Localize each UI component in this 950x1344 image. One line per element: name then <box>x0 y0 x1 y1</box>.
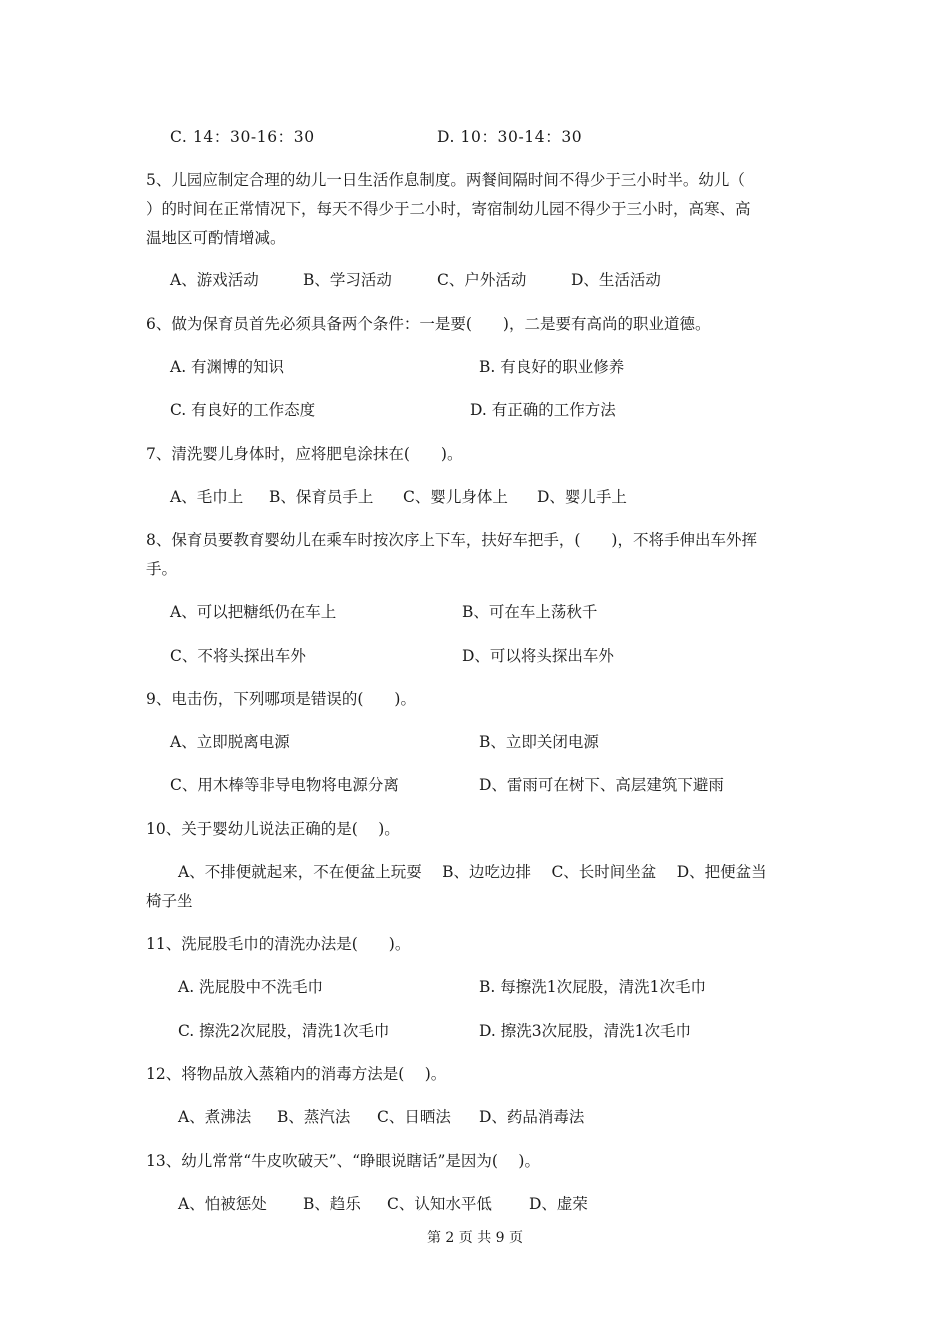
page-number-footer: 第 2 页 共 9 页 <box>426 1230 524 1246</box>
q6-option-c: C. 有良好的工作态度 <box>170 401 316 419</box>
q8-stem-line2: 手。 <box>146 560 178 578</box>
q11-option-d: D. 擦洗3次屁股，清洗1次毛巾 <box>479 1022 691 1040</box>
q8-option-c: C、不将头探出车外 <box>170 647 306 665</box>
q5-stem-line2: ）的时间在正常情况下，每天不得少于二小时，寄宿制幼儿园不得少于三小时，高寒、高 <box>146 200 751 218</box>
q8-option-d: D、可以将头探出车外 <box>462 647 614 665</box>
q9-option-b: B、立即关闭电源 <box>479 733 599 751</box>
q8-option-b: B、可在车上荡秋千 <box>462 603 598 621</box>
q13-option-c: C、认知水平低 <box>387 1195 492 1213</box>
q5-option-d: D、生活活动 <box>571 271 661 289</box>
q6-option-d: D. 有正确的工作方法 <box>470 401 616 419</box>
q4-option-d: D. 10：30-14：30 <box>437 128 583 146</box>
q9-option-c: C、用木棒等非导电物将电源分离 <box>170 776 399 794</box>
q10-stem: 10、关于婴幼儿说法正确的是( )。 <box>146 820 400 838</box>
q10-options-wrap: 椅子坐 <box>146 892 193 910</box>
q6-stem: 6、做为保育员首先必须具备两个条件：一是要( )，二是要有高尚的职业道德。 <box>146 315 711 333</box>
q12-option-d: D、药品消毒法 <box>479 1108 585 1126</box>
q8-stem-line1: 8、保育员要教育婴幼儿在乘车时按次序上下车，扶好车把手，( )，不将手伸出车外挥 <box>146 531 757 549</box>
q6-option-a: A. 有渊博的知识 <box>170 358 285 376</box>
q12-stem: 12、将物品放入蒸箱内的消毒方法是( )。 <box>146 1065 447 1083</box>
q7-option-c: C、婴儿身体上 <box>403 488 508 506</box>
q9-option-d: D、雷雨可在树下、高层建筑下避雨 <box>479 776 724 794</box>
q9-stem: 9、电击伤，下列哪项是错误的( )。 <box>146 690 416 708</box>
q9-option-a: A、立即脱离电源 <box>170 733 290 751</box>
q11-stem: 11、洗屁股毛巾的清洗办法是( )。 <box>146 935 411 953</box>
q5-stem-line3: 温地区可酌情增减。 <box>146 229 286 247</box>
q7-option-a: A、毛巾上 <box>170 488 244 506</box>
q12-option-b: B、蒸汽法 <box>277 1108 351 1126</box>
q11-option-c: C. 擦洗2次屁股，清洗1次毛巾 <box>178 1022 390 1040</box>
q13-option-a: A、怕被惩处 <box>178 1195 267 1213</box>
q11-option-a: A. 洗屁股中不洗毛巾 <box>178 978 324 996</box>
q7-option-b: B、保育员手上 <box>269 488 374 506</box>
q5-option-a: A、游戏活动 <box>170 271 259 289</box>
q10-options: A、不排便就起来，不在便盆上玩耍 B、边吃边排 C、长时间坐盆 D、把便盆当 <box>178 863 767 881</box>
q7-stem: 7、清洗婴儿身体时，应将肥皂涂抹在( )。 <box>146 445 463 463</box>
q4-option-c: C. 14：30-16：30 <box>170 128 315 146</box>
q5-stem-line1: 5、儿园应制定合理的幼儿一日生活作息制度。两餐间隔时间不得少于三小时半。幼儿（ <box>146 171 745 189</box>
q13-option-d: D、虚荣 <box>529 1195 588 1213</box>
q13-stem: 13、幼儿常常“牛皮吹破天”、“睁眼说瞎话”是因为( )。 <box>146 1152 540 1170</box>
q12-option-a: A、煮沸法 <box>178 1108 252 1126</box>
q5-option-b: B、学习活动 <box>303 271 392 289</box>
q13-option-b: B、趋乐 <box>303 1195 361 1213</box>
q5-option-c: C、户外活动 <box>437 271 527 289</box>
q11-option-b: B. 每擦洗1次屁股，清洗1次毛巾 <box>479 978 706 996</box>
q8-option-a: A、可以把糖纸仍在车上 <box>170 603 337 621</box>
q12-option-c: C、日晒法 <box>377 1108 451 1126</box>
q6-option-b: B. 有良好的职业修养 <box>479 358 625 376</box>
q7-option-d: D、婴儿手上 <box>537 488 627 506</box>
